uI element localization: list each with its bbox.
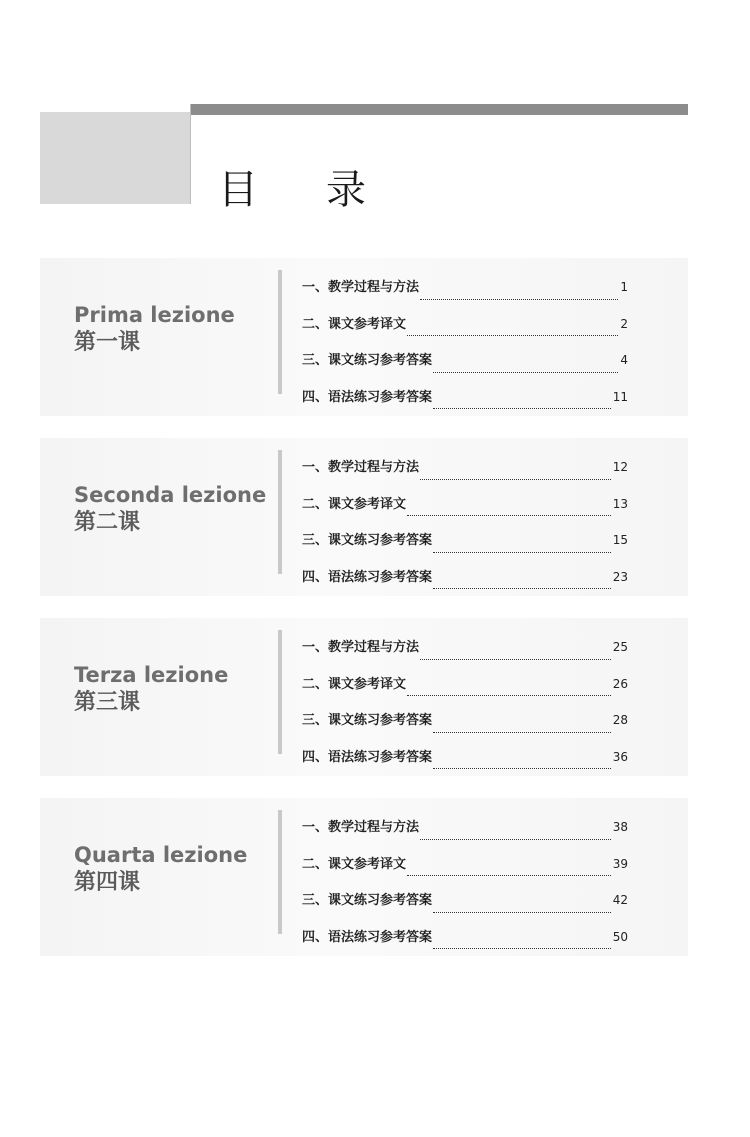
toc-entry-page: 11	[612, 389, 628, 404]
toc-entry[interactable]	[302, 889, 628, 926]
toc-entry[interactable]	[302, 349, 628, 386]
toc-entry-page: 42	[612, 893, 628, 907]
toc-list	[302, 816, 628, 962]
lesson-divider	[278, 270, 282, 394]
toc-entry-page: 39	[612, 856, 628, 871]
lesson-section	[40, 618, 688, 776]
toc-entry-page: 25	[612, 640, 628, 654]
leader-dots	[407, 874, 611, 876]
toc-entry[interactable]	[302, 746, 628, 783]
toc-entry-label: 四、语法练习参考答案	[302, 569, 433, 585]
lesson-divider	[278, 630, 282, 754]
toc-entry[interactable]	[302, 636, 628, 673]
leader-dots	[433, 767, 611, 769]
lesson-title-chinese: 第一课	[74, 330, 141, 355]
toc-entry-label: 三、课文练习参考答案	[302, 533, 433, 548]
toc-entry-page: 13	[612, 496, 628, 511]
toc-entry[interactable]	[302, 386, 628, 423]
toc-entry-page: 2	[620, 316, 628, 331]
lesson-title-italian: Prima lezione	[74, 303, 235, 327]
toc-list	[302, 456, 628, 602]
toc-entry-label: 一、教学过程与方法	[302, 460, 420, 475]
toc-entry[interactable]	[302, 816, 628, 853]
leader-dots	[420, 298, 618, 300]
lesson-section	[40, 798, 688, 956]
leader-dots	[420, 838, 611, 840]
toc-entry-page: 28	[612, 713, 628, 727]
toc-entry-page: 4	[620, 353, 628, 367]
toc-entry-page: 12	[612, 460, 628, 474]
toc-entry-page: 36	[612, 749, 628, 764]
toc-entry-label: 三、课文练习参考答案	[302, 353, 433, 368]
toc-entry[interactable]	[302, 926, 628, 963]
toc-entry[interactable]	[302, 456, 628, 493]
toc-entry-page: 15	[612, 533, 628, 547]
leader-dots	[433, 587, 611, 589]
lesson-title-italian: Quarta lezione	[74, 843, 248, 867]
toc-entry-label: 四、语法练习参考答案	[302, 389, 433, 405]
toc-entry[interactable]	[302, 709, 628, 746]
toc-entry[interactable]	[302, 529, 628, 566]
lesson-divider	[278, 450, 282, 574]
toc-entry-page: 1	[620, 280, 628, 294]
leader-dots	[433, 371, 618, 373]
lesson-divider	[278, 810, 282, 934]
toc-entry-page: 23	[612, 569, 628, 584]
leader-dots	[420, 658, 611, 660]
header-bar	[190, 104, 688, 115]
leader-dots	[407, 514, 611, 516]
toc-entry-label: 四、语法练习参考答案	[302, 749, 433, 765]
toc-entry[interactable]	[302, 276, 628, 313]
leader-dots	[433, 407, 611, 409]
toc-entry[interactable]	[302, 673, 628, 710]
leader-dots	[433, 731, 611, 733]
header-decoration-block	[40, 112, 190, 204]
toc-entry[interactable]	[302, 566, 628, 603]
toc-entry-label: 三、课文练习参考答案	[302, 893, 433, 908]
lesson-title-italian: Seconda lezione	[74, 483, 267, 507]
leader-dots	[407, 334, 618, 336]
toc-entry-page: 26	[612, 676, 628, 691]
toc-entry-label: 二、课文参考译文	[302, 676, 407, 692]
leader-dots	[433, 947, 611, 949]
leader-dots	[420, 478, 611, 480]
toc-entry-label: 二、课文参考译文	[302, 856, 407, 872]
lesson-title-chinese: 第三课	[74, 690, 141, 715]
toc-entry-label: 三、课文练习参考答案	[302, 713, 433, 728]
toc-entry-page: 50	[612, 929, 628, 944]
toc-entry-label: 二、课文参考译文	[302, 496, 407, 512]
lesson-title-italian: Terza lezione	[74, 663, 229, 687]
lesson-section	[40, 258, 688, 416]
lesson-section	[40, 438, 688, 596]
toc-entry-label: 一、教学过程与方法	[302, 280, 420, 295]
toc-entry-label: 一、教学过程与方法	[302, 820, 420, 835]
header-divider	[190, 104, 191, 204]
lesson-title-chinese: 第二课	[74, 510, 141, 535]
leader-dots	[407, 694, 611, 696]
toc-entry-label: 二、课文参考译文	[302, 316, 407, 332]
toc-entry[interactable]	[302, 493, 628, 530]
leader-dots	[433, 551, 611, 553]
toc-entry[interactable]	[302, 313, 628, 350]
toc-entry-label: 四、语法练习参考答案	[302, 929, 433, 945]
toc-entry[interactable]	[302, 853, 628, 890]
toc-list	[302, 636, 628, 782]
toc-entry-label: 一、教学过程与方法	[302, 640, 420, 655]
lesson-title-chinese: 第四课	[74, 870, 141, 895]
toc-entry-page: 38	[612, 820, 628, 834]
leader-dots	[433, 911, 611, 913]
page-title: 目 录	[218, 167, 380, 213]
toc-list	[302, 276, 628, 422]
